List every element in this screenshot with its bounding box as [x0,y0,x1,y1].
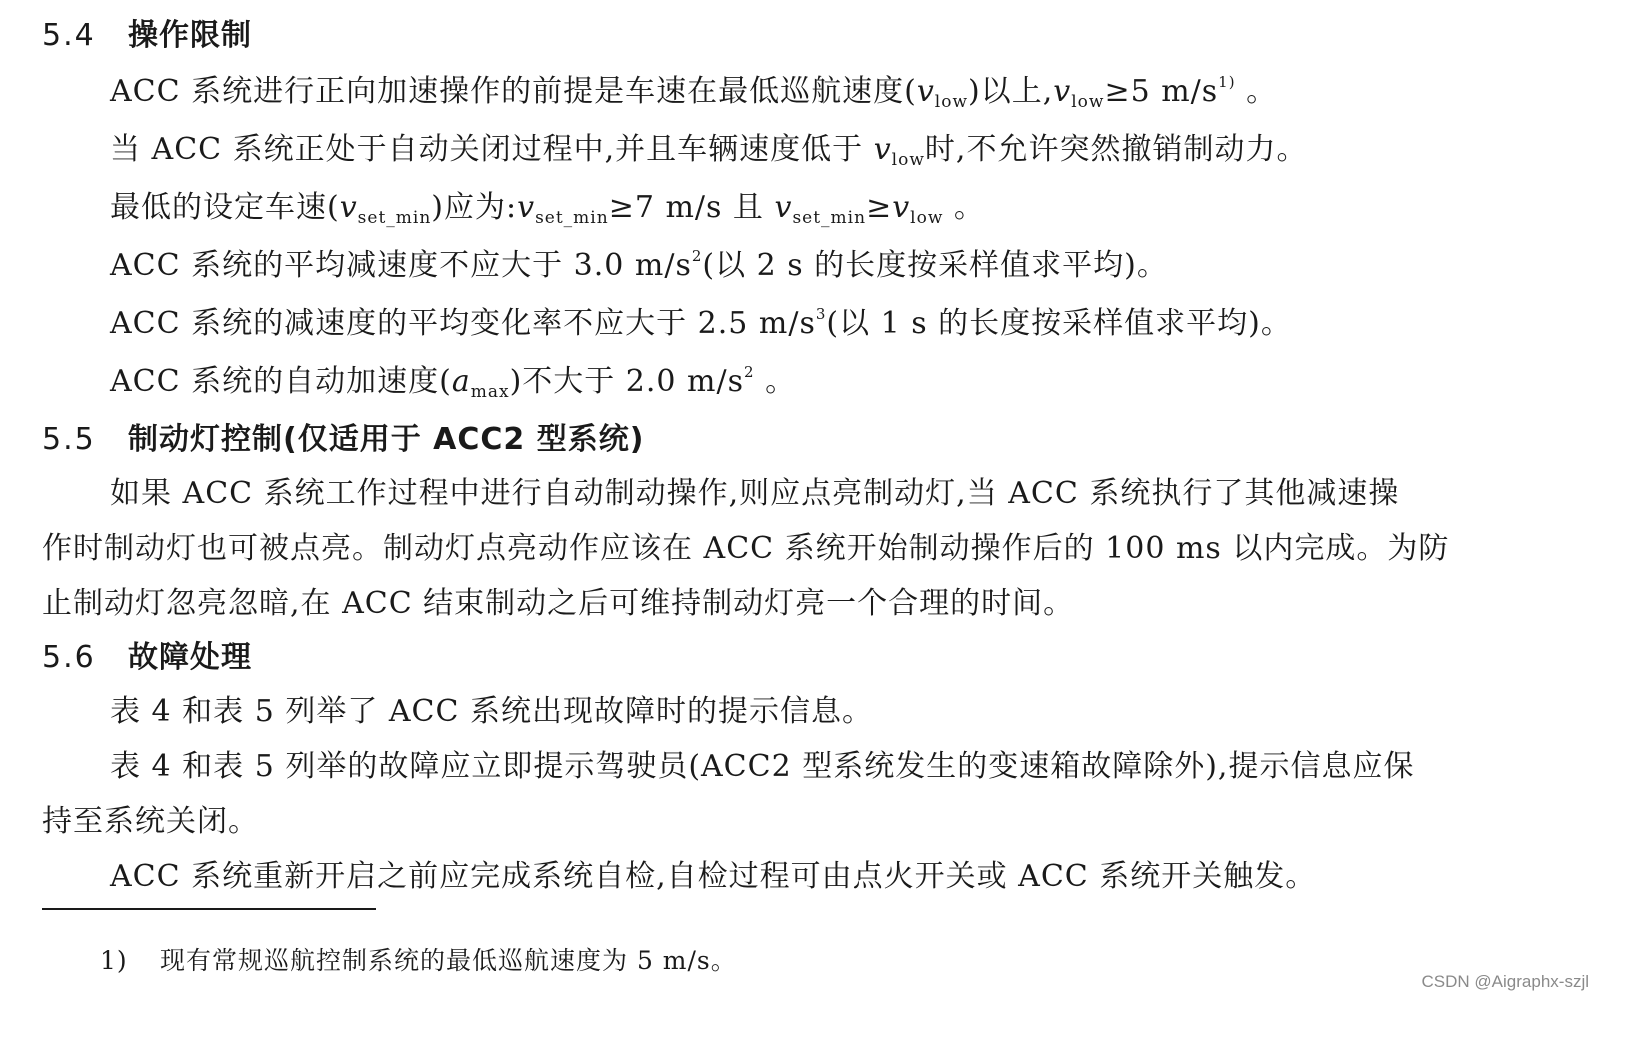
symbol-v: v [1053,74,1072,109]
exponent: 2 [744,363,755,381]
text-run: (以 2 s 的长度按采样值求平均)。 [702,248,1168,283]
text-run: ACC 系统的自动加速度( [110,364,452,399]
text-run: ≥ [866,190,893,225]
subscript: set_min [792,208,867,228]
symbol-v: v [774,190,793,225]
text-run: ACC 系统的平均减速度不应大于 3.0 m/s [110,248,692,283]
section-heading-5-5 [42,420,644,460]
symbol-v: v [339,190,358,225]
subscript: max [470,382,510,402]
text-run: 。 [943,190,985,225]
section-number: 5.6 [42,640,96,675]
footnote-divider [42,908,376,910]
text-run: ≥5 m/s [1104,74,1219,109]
subscript: low [934,92,969,112]
footnote-text: 现有常规巡航控制系统的最低巡航速度为 5 m/s。 [160,946,737,975]
symbol-v: v [892,190,911,225]
section-heading-5-6 [42,638,252,678]
text-run: )不大于 2.0 m/s [509,364,744,399]
exponent: 3 [815,305,827,323]
symbol-a: a [451,364,471,399]
text-run: (以 1 s 的长度按采样值求平均)。 [826,306,1292,341]
paragraph-auto-shutdown [110,130,1307,170]
paragraph-auto-acceleration [110,362,796,402]
section-heading-5-4 [42,16,252,56]
subscript: low [910,208,944,228]
paragraph-brake-light-line-2: 作时制动灯也可被点亮。制动灯点亮动作应该在 ACC 系统开始制动操作后的 100 ms 以内完成。为防 [42,531,1450,566]
text-run: )应为: [431,190,518,225]
paragraph-brake-light-line-3: 止制动灯忽亮忽暗,在 ACC 结束制动之后可维持制动灯亮一个合理的时间。 [42,586,1075,621]
text-run: ≥7 m/s 且 [608,190,775,225]
paragraph-decel-change-rate [110,304,1292,344]
text-run: 当 ACC 系统正处于自动关闭过程中,并且车辆速度低于 [110,132,874,167]
section-title: 故障处理 [128,640,252,675]
section-number: 5.5 [42,422,96,457]
paragraph-fault-prompt-line-1: 表 4 和表 5 列举的故障应立即提示驾驶员(ACC2 型系统发生的变速箱故障除外),提示信息应保 [110,749,1415,784]
paragraph-self-check: ACC 系统重新开启之前应完成系统自检,自检过程可由点火开关或 ACC 系统开关触发。 [110,859,1317,894]
exponent: 2 [691,247,703,265]
paragraph-fault-list: 表 4 和表 5 列举了 ACC 系统出现故障时的提示信息。 [110,694,873,729]
paragraph-avg-deceleration [110,246,1168,286]
text-run: ACC 系统进行正向加速操作的前提是车速在最低巡航速度( [110,74,917,109]
subscript: low [891,150,925,170]
text-run: 。 [1235,74,1278,109]
subscript: set_min [357,208,432,228]
section-title: 制动灯控制(仅适用于 ACC2 型系统) [128,422,645,457]
paragraph-brake-light-line-1: 如果 ACC 系统工作过程中进行自动制动操作,则应点亮制动灯,当 ACC 系统执行了其他减速操 [110,476,1400,511]
text-run: 最低的设定车速( [110,190,340,225]
footnote-ref: 1) [1218,73,1236,91]
symbol-v: v [873,132,892,167]
paragraph-min-cruise-speed [110,72,1277,112]
text-run: ACC 系统的减速度的平均变化率不应大于 2.5 m/s [110,306,816,341]
footnote [100,944,737,978]
subscript: low [1071,92,1105,112]
section-title: 操作限制 [128,18,252,53]
text-run: )以上, [968,74,1054,109]
text-run: 时,不允许突然撤销制动力。 [924,132,1308,167]
text-run: 。 [754,364,797,399]
watermark: CSDN @Aigraphx-szjl [1421,972,1589,991]
paragraph-fault-prompt-line-2: 持至系统关闭。 [42,804,259,839]
footnote-mark: 1) [100,946,128,975]
paragraph-min-set-speed [110,188,985,228]
symbol-v: v [916,74,935,109]
subscript: set_min [535,208,609,228]
symbol-v: v [517,190,536,225]
section-number: 5.4 [42,18,96,53]
